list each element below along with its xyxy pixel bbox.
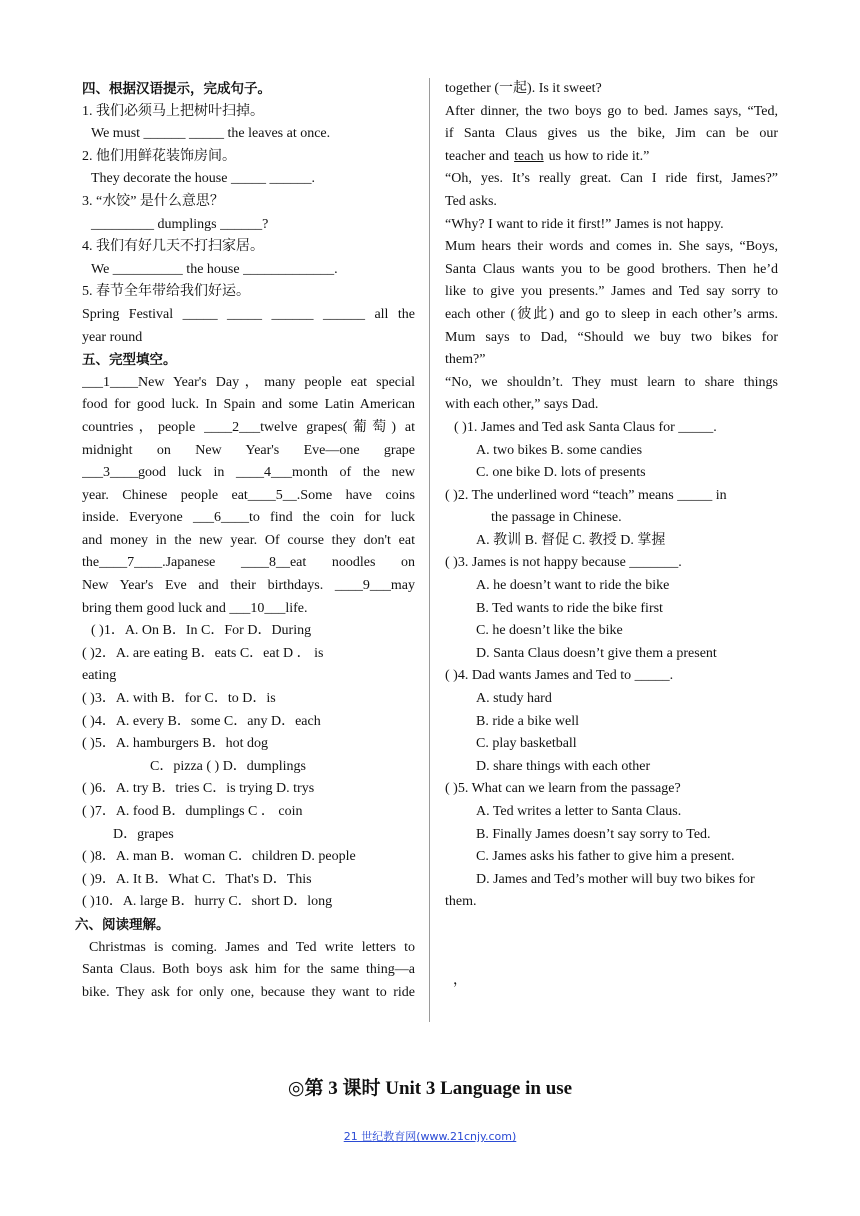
cloze-line: food for good luck. In Spain and some Latin American bbox=[82, 397, 415, 413]
answer-option: C. one bike D. lots of presents bbox=[476, 465, 646, 481]
cloze-option: ( )2．A. are eating B．eats C．eat D ． is bbox=[82, 645, 324, 661]
answer-option: C. play basketball bbox=[476, 736, 577, 752]
answer-option: A. 教训 B. 督促 C. 教授 D. 掌握 bbox=[476, 532, 666, 548]
section-6-title: 六、阅读理解。 bbox=[75, 916, 170, 933]
cloze-option: ( )7．A. food B．dumplings C ． coin bbox=[82, 804, 303, 819]
site-link[interactable]: 21 世纪教育网(www.21cnjy.com) bbox=[343, 1130, 517, 1143]
passage-line: “Oh, yes. It’s really great. Can I ride first, James?” bbox=[445, 171, 778, 187]
q5-english-line1: Spring Festival _____ _____ ______ ______ all the bbox=[82, 306, 415, 322]
cloze-line: the____7____.Japanese ____8__eat noodles on bbox=[82, 555, 415, 571]
reading-line: Christmas is coming. James and Ted write letters to bbox=[89, 939, 415, 955]
passage-line: Mum hears their words and comes in. She says, “Boys, bbox=[445, 239, 778, 255]
cloze-option: ( )6．A. try B．tries C．is trying D. trys bbox=[82, 781, 315, 797]
cloze-line: countries，people ____2___twelve grapes(葡萄) at bbox=[82, 419, 415, 435]
underlined-word-teach: teach bbox=[514, 148, 544, 164]
question: ( )3. James is not happy because _______. bbox=[445, 555, 682, 571]
passage-line: if Santa Claus gives us the bike, Jim can be our bbox=[445, 126, 778, 142]
cloze-option: eating bbox=[82, 668, 117, 684]
passage-line: them?” bbox=[445, 352, 486, 368]
passage-line: like to give you presents.” James and Ted say sorry to bbox=[445, 284, 778, 300]
answer-option: A. two bikes B. some candies bbox=[476, 442, 643, 458]
cloze-option: C．pizza ( ) D．dumplings bbox=[150, 758, 306, 774]
cloze-option: D．grapes bbox=[113, 826, 174, 842]
q1-english: We must ______ _____ the leaves at once. bbox=[91, 126, 331, 142]
cloze-option: ( )9．A. It B．What C．That's D．This bbox=[82, 871, 312, 887]
passage-line-teach bbox=[445, 146, 778, 169]
cloze-option: ( )8．A. man B．woman C．children D. people bbox=[82, 849, 356, 865]
q3-english: _________ dumplings ______? bbox=[91, 216, 269, 232]
question-continued: the passage in Chinese. bbox=[491, 510, 622, 526]
section-5-title: 五、完型填空。 bbox=[82, 352, 177, 369]
answer-option: A. he doesn’t want to ride the bike bbox=[476, 578, 670, 594]
cloze-option: ( )4．A. every B．some C．any D．each bbox=[82, 713, 321, 729]
q4-english: We __________ the house _____________. bbox=[91, 261, 338, 277]
answer-option: D. James and Ted’s mother will buy two bikes for bbox=[476, 871, 755, 887]
question: ( )5. What can we learn from the passage? bbox=[445, 781, 681, 797]
section-4-title: 四、根据汉语提示，完成句子。 bbox=[82, 81, 271, 97]
cloze-line: inside. Everyone ___6____to find the coin for luck bbox=[82, 510, 415, 526]
q5-english-line2: year round bbox=[82, 329, 143, 345]
left-column bbox=[75, 78, 415, 1004]
cloze-option: ( )5．A. hamburgers B．hot dog bbox=[82, 736, 268, 752]
cloze-line: bring them good luck and ___10___life. bbox=[82, 600, 308, 616]
column-divider bbox=[429, 78, 430, 1022]
answer-option: A. study hard bbox=[476, 691, 552, 707]
cloze-option: ( )1．A. On B．In C．For D．During bbox=[91, 623, 312, 639]
cloze-line: New Year's Eve and their birthdays. ____9___may bbox=[82, 578, 415, 594]
passage-line: Santa Claus wants you to be good brothers. Then he’d bbox=[445, 261, 778, 277]
passage-text: teacher and bbox=[445, 148, 510, 164]
lesson-title: ◎第 3 课时 Unit 3 Language in use bbox=[287, 1078, 573, 1099]
cloze-line: ___1____New Year's Day，many people eat special bbox=[82, 374, 415, 390]
reading-passage-continued bbox=[445, 78, 778, 417]
question: ( )1. James and Ted ask Santa Claus for _____. bbox=[454, 419, 717, 435]
passage-line: together (一起). Is it sweet? bbox=[445, 81, 602, 96]
passage-line: each other (彼此) and go to sleep in each other’s arms. bbox=[445, 306, 778, 322]
q2-english: They decorate the house _____ ______. bbox=[91, 171, 315, 187]
answer-option: C. he doesn’t like the bike bbox=[476, 623, 623, 639]
cloze-option: ( )10．A. large B．hurry C．short D．long bbox=[82, 894, 333, 910]
reading-line: bike. They ask for only one, because they want to ride bbox=[82, 984, 415, 1000]
cloze-options bbox=[82, 620, 415, 914]
question: ( )2. The underlined word “teach” means _____ in bbox=[445, 487, 727, 503]
stray-comma: ， bbox=[453, 972, 467, 988]
answer-option: B. ride a bike well bbox=[476, 713, 580, 729]
right-column bbox=[445, 78, 778, 993]
passage-line: with each other,” says Dad. bbox=[445, 397, 599, 413]
cloze-line: ___3____good luck in ____4___month of the new bbox=[82, 465, 415, 481]
answer-option: B. Finally James doesn’t say sorry to Ted. bbox=[476, 826, 711, 842]
reading-line: Santa Claus. Both boys ask him for the same thing—a bbox=[82, 962, 415, 978]
cloze-option: ( )3．A. with B．for C．to D．is bbox=[82, 691, 276, 707]
passage-line: After dinner, the two boys go to bed. James says, “Ted, bbox=[445, 103, 778, 119]
q2-chinese: 2. 他们用鲜花装饰房间。 bbox=[82, 148, 236, 164]
q3-chinese: 3. “水饺” 是什么意思？ bbox=[82, 193, 224, 209]
reading-passage bbox=[82, 937, 415, 1005]
answer-option: D. Santa Claus doesn’t give them a present bbox=[476, 645, 717, 661]
q5-chinese: 5. 春节全年带给我们好运。 bbox=[82, 284, 250, 300]
answer-option: B. Ted wants to ride the bike first bbox=[476, 600, 663, 616]
answer-option: D. share things with each other bbox=[476, 758, 651, 774]
answer-option: A. Ted writes a letter to Santa Claus. bbox=[476, 804, 682, 819]
answer-option-continued: them. bbox=[445, 894, 477, 910]
question: ( )4. Dad wants James and Ted to _____. bbox=[445, 668, 674, 684]
passage-text: us how to ride it.” bbox=[548, 148, 650, 164]
cloze-line: midnight on New Year's Eve—one grape bbox=[82, 442, 415, 458]
reading-questions bbox=[445, 417, 778, 914]
q4-chinese: 4. 我们有好几天不打扫家居。 bbox=[82, 239, 264, 255]
cloze-line: and money in the new year. Of course they don't eat bbox=[82, 532, 415, 548]
passage-line: “Why? I want to ride it first!” James is not happy. bbox=[445, 216, 724, 232]
passage-line: Mum says to Dad, “Should we buy two bikes for bbox=[445, 329, 778, 345]
q1-chinese: 1. 我们必须马上把树叶扫掉。 bbox=[82, 103, 264, 119]
answer-option: C. James asks his father to give him a present. bbox=[476, 849, 735, 865]
passage-line: Ted asks. bbox=[445, 193, 497, 209]
passage-line: “No, we shouldn’t. They must learn to share things bbox=[445, 374, 778, 390]
cloze-line: year. Chinese people eat____5__.Some have coins bbox=[82, 487, 415, 503]
cloze-passage bbox=[82, 372, 415, 621]
